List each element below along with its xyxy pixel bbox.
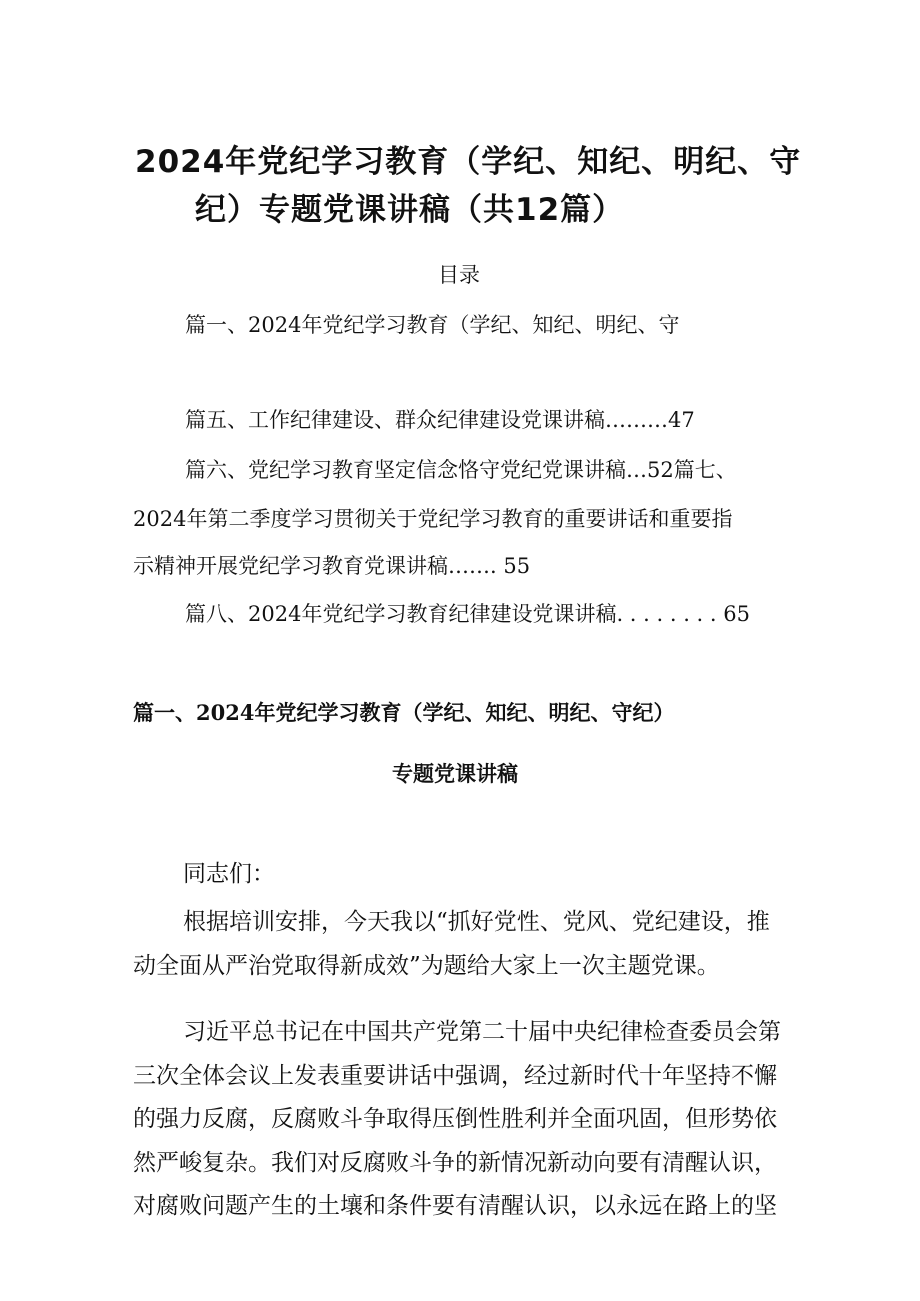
- toc-entry-8[interactable]: 篇八、2024年党纪学习教育纪律建设党课讲稿. . . . . . . . 65: [185, 602, 750, 626]
- paragraph-line: 动全面从严治党取得新成效”为题给大家上一次主题党课。: [133, 953, 720, 979]
- paragraph-line: 然严峻复杂。我们对反腐败斗争的新情况新动向要有清醒认识，: [133, 1150, 777, 1176]
- paragraph-line: 习近平总书记在中国共产党第二十届中央纪律检查委员会第: [183, 1019, 781, 1045]
- section-heading-line-1: 篇一、2024年党纪学习教育（学纪、知纪、明纪、守纪）: [133, 700, 675, 725]
- paragraph-line: 根据培训安排，今天我以“抓好党性、党风、党纪建设，推: [183, 909, 770, 935]
- toc-entry-5[interactable]: 篇五、工作纪律建设、群众纪律建设党课讲稿………47: [185, 408, 695, 432]
- paragraph-line: 三次全体会议上发表重要讲话中强调，经过新时代十年坚持不懈: [133, 1063, 777, 1089]
- paragraph-line: 的强力反腐，反腐败斗争取得压倒性胜利并全面巩固，但形势依: [133, 1106, 777, 1132]
- toc-entry-7[interactable]: 2024年第二季度学习贯彻关于党纪学习教育的重要讲话和重要指: [133, 507, 733, 531]
- title-line-2: 纪）专题党课讲稿（共12篇）: [195, 192, 625, 228]
- toc-heading: 目录: [438, 263, 480, 287]
- paragraph-line: 对腐败问题产生的土壤和条件要有清醒认识，以永远在路上的坚: [133, 1193, 777, 1219]
- toc-entry-1[interactable]: 篇一、2024年党纪学习教育（学纪、知纪、明纪、守: [185, 313, 680, 337]
- toc-entry-7-cont[interactable]: 示精神开展党纪学习教育党课讲稿……. 55: [133, 554, 531, 578]
- title-line-1: 2024年党纪学习教育（学纪、知纪、明纪、守: [135, 144, 802, 180]
- section-heading-line-2: 专题党课讲稿: [392, 761, 518, 786]
- toc-entry-6[interactable]: 篇六、党纪学习教育坚定信念恪守党纪党课讲稿…52篇七、: [185, 458, 737, 482]
- salutation: 同志们：: [183, 861, 275, 887]
